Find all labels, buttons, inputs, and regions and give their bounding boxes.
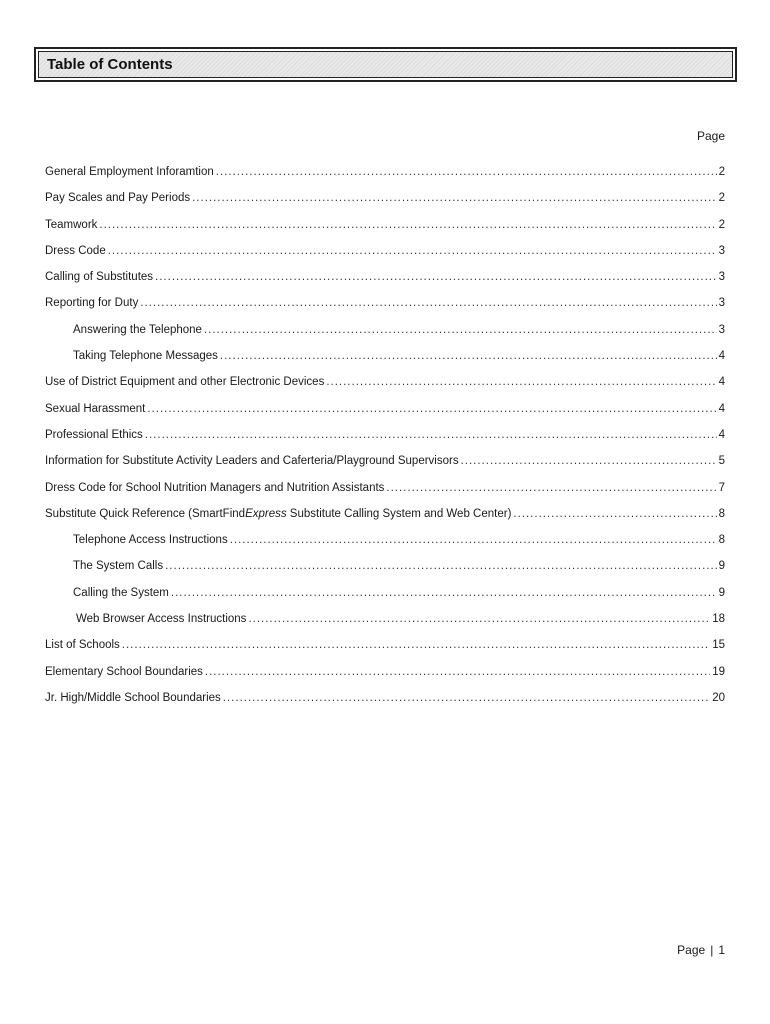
toc-entry-page: 2 — [718, 166, 725, 178]
toc-dot-leader — [140, 294, 716, 312]
toc-entry-telephone-access[interactable] — [45, 531, 725, 557]
page-column-label: Page — [696, 129, 725, 143]
toc-entry-system-calls[interactable] — [45, 557, 725, 583]
toc-entry-text: Teamwork — [45, 218, 98, 231]
toc-entry-text-part: Substitute Calling System and Web Center) — [286, 507, 512, 520]
toc-entry-text-italic: Express — [245, 507, 287, 520]
toc-entry-text: Web Browser Access Instructions — [76, 613, 247, 626]
toc-entry-dress-code[interactable] — [45, 242, 725, 268]
toc-entry-general-employment[interactable] — [45, 163, 725, 189]
toc-entry-page: 20 — [712, 691, 725, 704]
toc-entry-page: 9 — [718, 560, 725, 573]
toc-dot-leader — [326, 373, 716, 391]
toc-dot-leader — [192, 189, 716, 207]
toc-entry-list-of-schools[interactable] — [45, 636, 725, 662]
footer-page-label: Page — [677, 943, 706, 957]
toc-entry-page: 4 — [718, 350, 725, 363]
toc-entry-text: Calling the System — [73, 586, 169, 599]
toc-entry-page: 3 — [718, 271, 725, 284]
toc-entry-page: 5 — [718, 455, 725, 468]
toc-entry-text: Information for Substitute Activity Leaders and Caferteria/Playground Supervisors — [45, 455, 459, 468]
toc-entry-text: Use of District Equipment and other Electronic Devices — [45, 376, 325, 389]
footer-separator: | — [710, 943, 714, 957]
toc-dot-leader — [204, 321, 717, 339]
toc-dot-leader — [145, 426, 717, 444]
toc-entry-page: 4 — [718, 428, 725, 441]
toc-dot-leader — [386, 479, 716, 497]
toc-entry-nutrition-dress-code[interactable] — [45, 479, 725, 505]
toc-entry-text: Dress Code for School Nutrition Managers and Nutrition Assistants — [45, 481, 385, 494]
toc-entry-page: 9 — [718, 586, 725, 599]
toc-list — [45, 163, 725, 715]
toc-entry-taking-messages[interactable] — [45, 347, 725, 373]
toc-entry-text: Pay Scales and Pay Periods — [45, 192, 191, 205]
toc-entry-text: Elementary School Boundaries — [45, 665, 203, 678]
toc-entry-page: 3 — [718, 244, 725, 257]
toc-entry-reporting-for-duty[interactable] — [45, 294, 725, 320]
toc-entry-quick-reference[interactable] — [45, 505, 725, 531]
toc-entry-text: The System Calls — [73, 560, 164, 573]
toc-dot-leader — [165, 557, 716, 575]
toc-dot-leader — [223, 689, 710, 707]
toc-entry-page: 3 — [718, 297, 725, 310]
toc-entry-page: 4 — [718, 376, 725, 389]
toc-entry-page: 8 — [718, 534, 725, 547]
toc-entry-text: General Employment Inforamtion — [45, 166, 214, 178]
toc-entry-page: 3 — [718, 323, 725, 336]
toc-dot-leader — [147, 400, 716, 418]
toc-entry-text-part: Substitute Quick Reference (SmartFind — [45, 507, 246, 520]
toc-dot-leader — [122, 636, 710, 654]
toc-entry-text: Dress Code — [45, 244, 106, 257]
toc-entry-page: 19 — [712, 665, 725, 678]
toc-entry-text: Telephone Access Instructions — [73, 534, 228, 547]
toc-dot-leader — [171, 584, 717, 602]
toc-entry-text — [45, 505, 511, 523]
toc-entry-elementary-boundaries[interactable] — [45, 663, 725, 689]
toc-entry-text: List of Schools — [45, 639, 120, 652]
toc-dot-leader — [155, 268, 717, 286]
toc-entry-answering-telephone[interactable] — [45, 321, 725, 347]
toc-entry-district-equipment[interactable] — [45, 373, 725, 399]
toc-dot-leader — [220, 347, 717, 365]
toc-entry-calling-substitutes[interactable] — [45, 268, 725, 294]
toc-entry-text: Answering the Telephone — [73, 323, 202, 336]
toc-entry-page: 2 — [718, 218, 725, 231]
toc-entry-activity-leaders[interactable] — [45, 452, 725, 478]
toc-entry-web-browser-access[interactable] — [45, 610, 725, 636]
toc-entry-sexual-harassment[interactable] — [45, 400, 725, 426]
footer-page-number: 1 — [718, 943, 725, 957]
toc-dot-leader — [461, 452, 717, 470]
toc-dot-leader — [248, 610, 710, 628]
toc-entry-page: 8 — [718, 507, 725, 520]
toc-entry-calling-system[interactable] — [45, 584, 725, 610]
toc-entry-text: Calling of Substitutes — [45, 271, 154, 284]
toc-entry-page: 2 — [718, 192, 725, 205]
toc-dot-leader — [216, 163, 717, 181]
toc-header-inner — [38, 51, 733, 78]
toc-entry-text: Professional Ethics — [45, 428, 143, 441]
page-footer — [677, 943, 725, 957]
toc-entry-page: 4 — [718, 402, 725, 415]
toc-dot-leader — [230, 531, 717, 549]
toc-entry-text: Reporting for Duty — [45, 297, 139, 310]
toc-entry-teamwork[interactable] — [45, 216, 725, 242]
toc-entry-pay-scales[interactable] — [45, 189, 725, 215]
toc-dot-leader — [99, 216, 716, 234]
toc-entry-page: 7 — [718, 481, 725, 494]
toc-dot-leader — [513, 505, 716, 523]
toc-dot-leader — [205, 663, 710, 681]
toc-entry-page: 15 — [712, 639, 725, 652]
toc-entry-text: Jr. High/Middle School Boundaries — [45, 691, 221, 704]
toc-title: Table of Contents — [47, 56, 173, 73]
toc-dot-leader — [108, 242, 717, 260]
toc-entry-text: Taking Telephone Messages — [73, 350, 218, 363]
toc-entry-page: 18 — [712, 613, 725, 626]
toc-header-box — [34, 47, 737, 82]
toc-entry-text: Sexual Harassment — [45, 402, 146, 415]
toc-entry-professional-ethics[interactable] — [45, 426, 725, 452]
toc-entry-middle-school-boundaries[interactable] — [45, 689, 725, 715]
